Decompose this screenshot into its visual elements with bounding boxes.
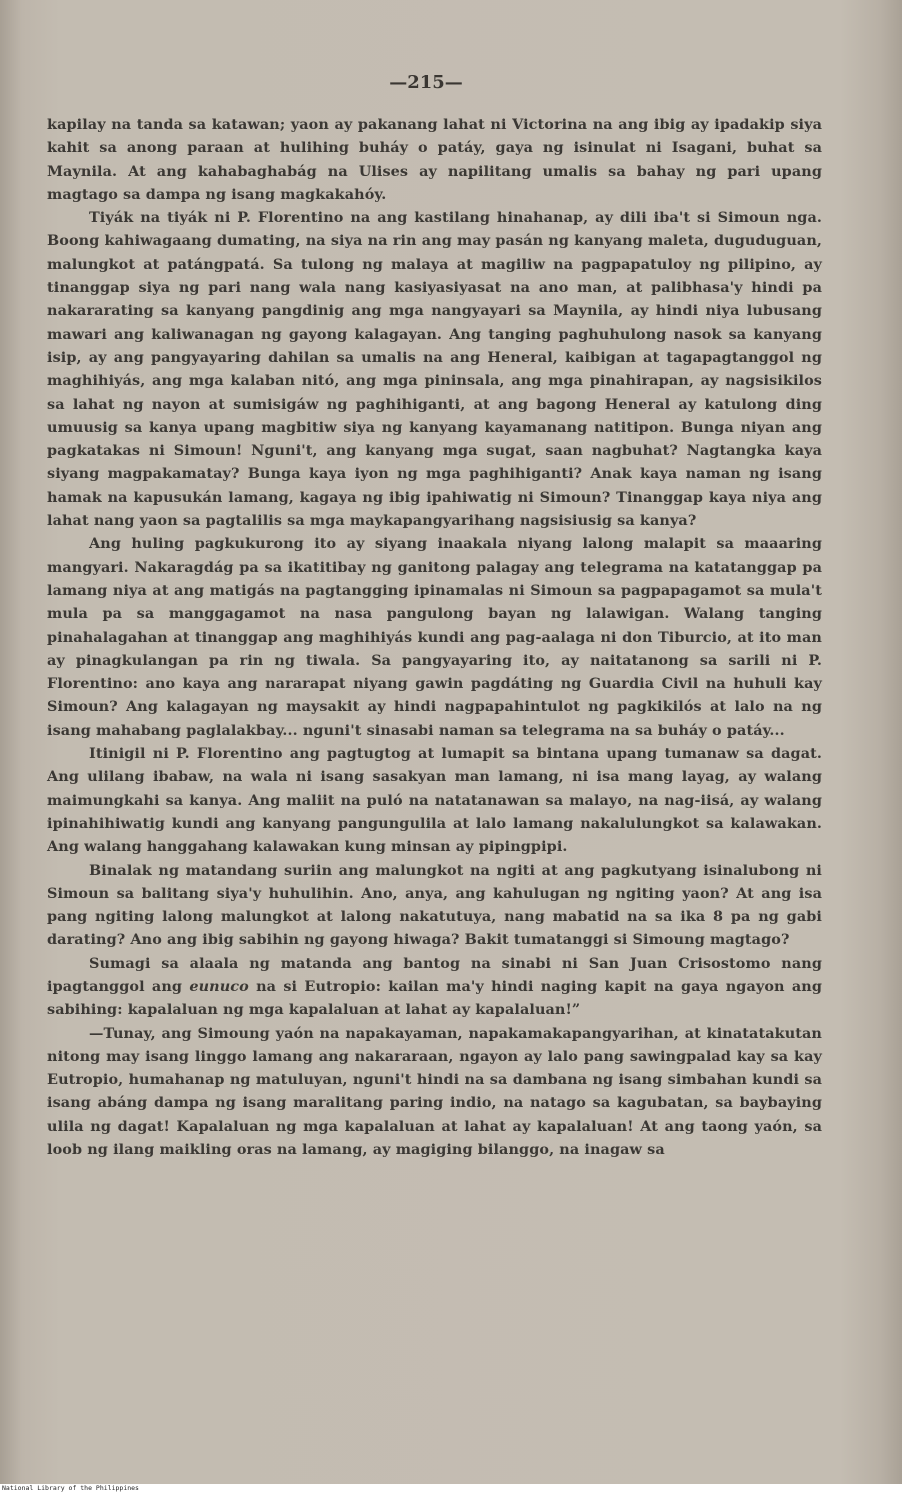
paragraph-2: Tiyák na tiyák ni P. Florentino na ang kastilang hinahanap, ay dili iba't si Simoun nga. Boong kahiwagaang dumating, na siya na rin ang may pasán ng kanyang maleta, duguduguan, malungkot at patángpatá. Sa tulong ng malaya at magiliw na pagpapatuloy ng pilipino, ay tinanggap siya ng pari nang wala nang kasiyasiyasat na ano man, at palibhasa'y hindi pa nakararating sa kanyang pangdinig ang mga nangyayari sa Maynila, ay hindi niya lubusang mawari ang kaliwanagan ng gayong kalagayan. Ang tanging paghuhulong nasok sa kanyang isip, ay ang pangyayaring dahilan sa umalis na ang Heneral, kaibigan at tagapagtanggol ng maghihiyás, ang mga kalaban nitó, ang mga pininsala, ang mga pinahirapan, ay nagsisikilos sa lahat ng nayon at sumisigáw ng paghihiganti, at ang bagong Heneral ay katulong ding umuusig sa kanya upang magbitiw siya ng kanyang kayamanang natitipon. Bunga niyan ang pagkatakas ni Simoun! Nguni't, ang kanyang mga sugat, saan nagbuhat? Nagtangka kaya siyang magpakamatay? Bunga kaya iyon ng mga paghihiganti? Anak kaya naman ng isang hamak na kapusukán lamang, kagaya ng ibig ipahiwatig ni Simoun? Tinanggap kaya niya ang lahat nang yaon sa pagtalilis sa mga maykapangyarihang nagsisiusig sa kanya? — [47, 209, 822, 530]
source-footer: National Library of the Philippines — [0, 1484, 902, 1493]
paragraph-5: Binalak ng matandang suriin ang malungkot na ngiti at ang pagkutyang isinalubong ni Simoun sa balitang siya'y huhulihin. Ano, anya, ang kahulugan ng ngiting yaon? At ang isa pang ngiting lalong malungkot at lalong nakatutuya, nang mabatid na sa ika 8 pa ng gabi darating? Ano ang ibig sabihin ng gayong hiwaga? Bakit tumatanggi si Simoung magtago? — [47, 861, 822, 949]
paragraph-4: Itinigil ni P. Florentino ang pagtugtog at lumapit sa bintana upang tumanaw sa dagat. Ang ulilang ibabaw, na wala ni isang sasakyan man lamang, ni isa mang layag, ay walang maimungkahi sa kanya. Ang maliit na puló na natatanawan sa malayo, na nag-iisá, ay walang ipinahihiwatig kundi ang kanyang pangungulila at lalo lamang nakalulungkot sa kalawakan. Ang walang hanggahang kalawakan kung minsan ay pipingpipi. — [47, 745, 822, 856]
body-text — [47, 113, 822, 1161]
paragraph-6-end: na si Eutropio: kailan ma'y hindi naging kapit na gaya ngayon ang sabihing: kapalaluan ng mga kapalaluan at lahat ay kapalaluan!” — [47, 977, 823, 1019]
paragraph-3: Ang huling pagkukurong ito ay siyang inaakala niyang lalong malapit sa maaaring mangyari. Nakaragdág pa sa ikatitibay ng ganitong palagay ang telegrama na katatanggap pa lamang niya at ang matigás na pagtangging ipinamalas ni Simoun sa pagpapagamot sa mula't mula pa sa manggagamot na nasa pangulong bayan ng lalawigan. Walang tanging pinahalagahan at tinanggap ang maghihiyás kundi ang pag-aalaga ni don Tiburcio, at ito man ay pinagkulangan pa rin ng tiwala. Sa pangyayaring ito, ay naitatanong sa sarili ni P. Florentino: ano kaya ang nararapat niyang gawin pagdáting ng Guardia Civil na huhuli kay Simoun? Ang kalagayan ng maysakit ay hindi nagpapahintulot ng pagkikilós at lalo na ng isang mahabang paglalakbay... nguni't sinasabi naman sa telegrama na sa buháy o patáy... — [47, 535, 822, 739]
italic-word: eunuco — [189, 977, 249, 995]
paragraph-7: —Tunay, ang Simoung yaón na napakayaman, napakamakapangyarihan, at kinatatakutan nitong may isang linggo lamang ang nakararaan, ngayon ay lalo pang sawingpalad kay sa kay Eutropio, humahanap ng matuluyan, nguni't hindi na sa dambana ng isang simbahan kundi sa isang abáng dampa ng isang maralitang paring indio, na natago sa kagubatan, sa baybaying ulila ng dagat! Kapalaluan ng mga kapalaluan at lahat ay kapalaluan! At ang taong yaón, sa loob ng ilang maikling oras na lamang, ay magiging bilanggo, na inagaw sa — [47, 1024, 822, 1159]
paragraph-6-start: Sumagi sa alaala ng matanda ang bantog na sinabi ni San Juan Crisostomo nang ipagtanggol ang — [47, 954, 822, 995]
paragraph-6 — [47, 952, 822, 1022]
paragraph-1: kapilay na tanda sa katawan; yaon ay pakanang lahat ni Victorina na ang ibig ay ipadakip siya kahit sa anong paraan at hulihing buháy o patáy, gaya ng isinulat ni Isagani, buhat sa Maynila. At ang kahabaghabág na Ulises ay napilitang umalis sa bahay ng pari upang magtago sa dampa ng isang magkakahóy. — [47, 116, 822, 203]
page-number: —215— — [389, 72, 463, 93]
